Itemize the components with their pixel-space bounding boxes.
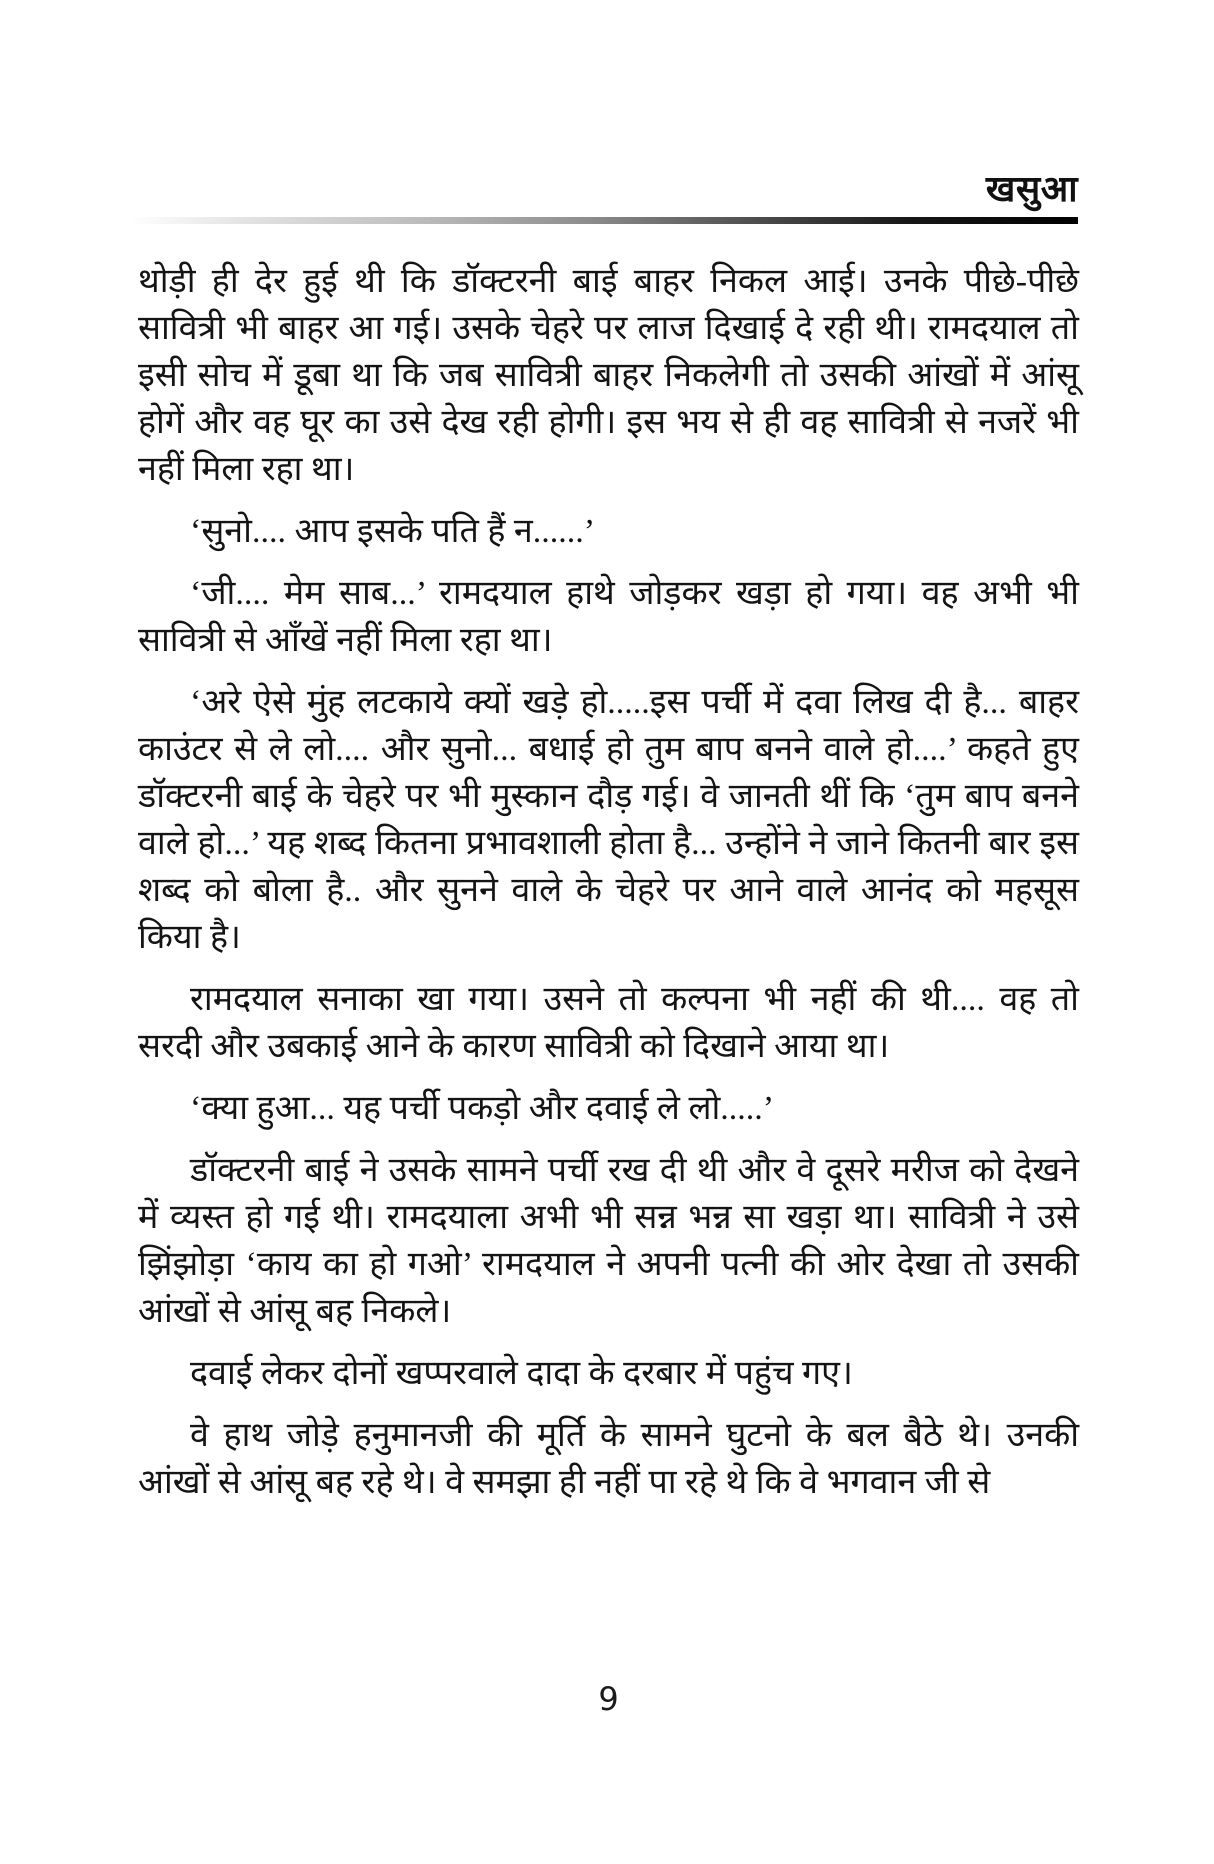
paragraph: डॉक्टरनी बाई ने उसके सामने पर्ची रख दी थी और वे दूसरे मरीज को देखने में व्यस्त हो गई थी। रामदयाला अभी भी सन्न भन्न सा खड़ा था। सावित्री ने उसे झिंझोड़ा ‘काय का हो गओ’ रामदयाल ने अपनी पत्नी की ओर देखा तो उसकी आंखों से आंसू बह निकले। [138, 1152, 1079, 1330]
paragraph: ‘अरे ऐसे मुंह लटकाये क्यों खड़े हो.....इस पर्ची में दवा लिख दी है... बाहर काउंटर से ले लो.... और सुनो... बधाई हो तुम बाप बनने वाले हो....’ कहते हुए डॉक्टरनी बाई के चेहरे पर भी मुस्कान दौड़ गई। वे जानती थीं कि ‘तुम बाप बनने वाले हो...’ यह शब्द कितना प्रभावशाली होता है... उन्होंने ने जाने कितनी बार इस शब्द को बोला है.. और सुनने वाले के चेहरे पर आने वाले आनंद को महसूस किया है। [138, 684, 1079, 956]
paragraph: थोड़ी ही देर हुई थी कि डॉक्टरनी बाई बाहर निकल आई। उनके पीछे-पीछे सावित्री भी बाहर आ गई। उसके चेहरे पर लाज दिखाई दे रही थी। रामदयाल तो इसी सोच में डूबा था कि जब सावित्री बाहर निकलेगी तो उसकी आंखों में आंसू होगें और वह घूर का उसे देख रही होगी। इस भय से ही वह सावित्री से नजरें भी नहीं मिला रहा था। [138, 263, 1079, 488]
page-number: 9 [598, 1680, 619, 1718]
paragraph: वे हाथ जोड़े हनुमानजी की मूर्ति के सामने घुटनो के बल बैठे थे। उनकी आंखों से आंसू बह रहे थे। वे समझा ही नहीं पा रहे थे कि वे भगवान जी से [138, 1417, 1079, 1501]
page-header [132, 170, 1078, 224]
paragraph: ‘जी.... मेम साब...’ रामदयाल हाथे जोड़कर खड़ा हो गया। वह अभी भी सावित्री से आँखें नहीं मिला रहा था। [138, 575, 1079, 659]
header-gradient-rule [132, 217, 1078, 224]
page-footer [138, 1680, 1079, 1718]
paragraph: ‘क्या हुआ... यह पर्ची पकड़ो और दवाई ले लो.....’ [190, 1090, 775, 1127]
paragraph: रामदयाल सनाका खा गया। उसने तो कल्पना भी नहीं की थी.... वह तो सरदी और उबकाई आने के कारण सावित्री को दिखाने आया था। [138, 981, 1079, 1065]
story-text [138, 258, 1079, 1521]
running-head-title: खसुआ [985, 169, 1078, 209]
paragraph: दवाई लेकर दोनों खप्परवाले दादा के दरबार में पहुंच गए। [190, 1355, 853, 1392]
paragraph: ‘सुनो.... आप इसके पति हैं न......’ [190, 513, 596, 550]
